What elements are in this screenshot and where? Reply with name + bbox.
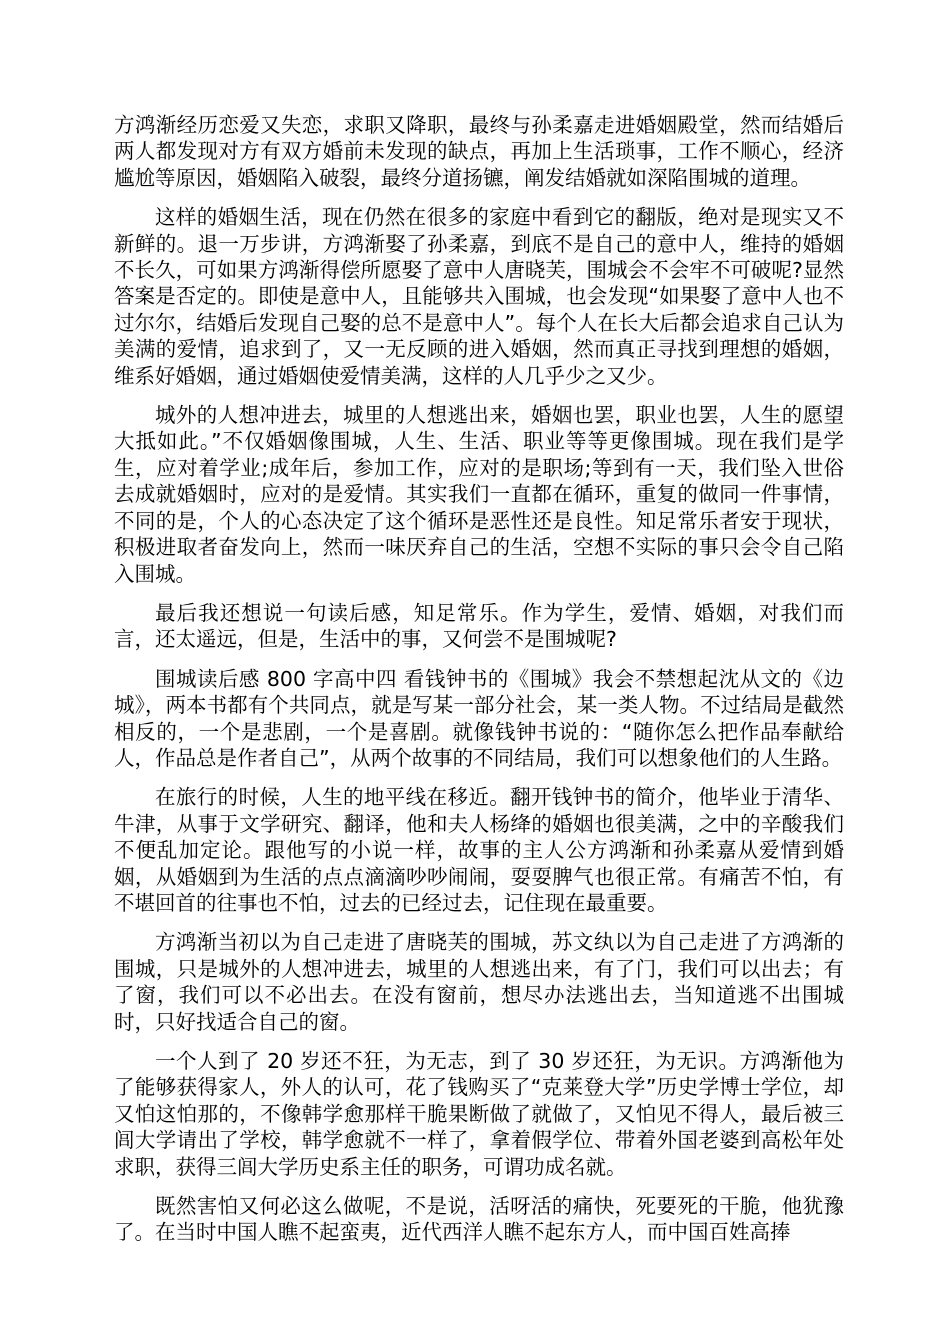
document-page xyxy=(114,112,844,1259)
paragraph-6: 在旅行的时候，人生的地平线在移近。翻开钱钟书的简介，他毕业于清华、牛津，从事于文学研究、翻译，他和夫人杨绛的婚姻也很美满，之中的辛酸我们不便乱加定论。跟他写的小说一样，故事的主人公方鸿渐和孙柔嘉从爱情到婚姻，从婚姻到为生活的点点滴滴吵吵闹闹，耍耍脾气也很正常。有痛苦不怕，有不堪回首的往事也不怕，过去的已经过去，记住现在最重要。 xyxy=(114,785,844,915)
paragraph-3: 城外的人想冲进去，城里的人想逃出来，婚姻也罢，职业也罢，人生的愿望大抵如此。”不仅婚姻像围城，人生、生活、职业等等更像围城。现在我们是学生，应对着学业;成年后，参加工作，应对的是职场;等到有一天，我们坠入世俗去成就婚姻时，应对的是爱情。其实我们一直都在循环，重复的做同一件事情，不同的是，个人的心态决定了这个循环是恶性还是良性。知足常乐者安于现状，积极进取者奋发向上，然而一味厌弃自己的生活，空想不实际的事只会令自己陷入围城。 xyxy=(114,403,844,586)
paragraph-4: 最后我还想说一句读后感，知足常乐。作为学生，爱情、婚姻，对我们而言，还太遥远，但是，生活中的事，又何尝不是围城呢? xyxy=(114,600,844,652)
paragraph-5: 围城读后感 800 字高中四 看钱钟书的《围城》我会不禁想起沈从文的《边城》，两本书都有个共同点，就是写某一部分社会，某一类人物。不过结局是截然相反的，一个是悲剧，一个是喜剧。就像钱钟书说的：“随你怎么把作品奉献给人，作品总是作者自己”，从两个故事的不同结局，我们可以想象他们的人生路。 xyxy=(114,666,844,770)
paragraph-9: 既然害怕又何必这么做呢，不是说，活呀活的痛快，死要死的干脆，他犹豫了。在当时中国人瞧不起蛮夷，近代西洋人瞧不起东方人，而中国百姓高捧 xyxy=(114,1194,844,1245)
paragraph-8: 一个人到了 20 岁还不狂，为无志，到了 30 岁还狂，为无识。方鸿渐他为了能够获得家人，外人的认可，花了钱购买了“克莱登大学”历史学博士学位，却又怕这怕那的，不像韩学愈那样干脆果断做了就做了，又怕见不得人，最后被三闾大学请出了学校，韩学愈就不一样了，拿着假学位、带着外国老婆到高松年处求职，获得三闾大学历史系主任的职务，可谓功成名就。 xyxy=(114,1049,844,1179)
paragraph-2: 这样的婚姻生活，现在仍然在很多的家庭中看到它的翻版，绝对是现实又不新鲜的。退一万步讲，方鸿渐娶了孙柔嘉，到底不是自己的意中人，维持的婚姻不长久，可如果方鸿渐得偿所愿娶了意中人唐晓芙，围城会不会牢不可破呢?显然答案是否定的。即使是意中人，且能够共入围城，也会发现“如果娶了意中人也不过尔尔，结婚后发现自己娶的总不是意中人”。每个人在长大后都会追求自己认为美满的爱情，追求到了，又一无反顾的进入婚姻，然而真正寻找到理想的婚姻，维系好婚姻，通过婚姻使爱情美满，这样的人几乎少之又少。 xyxy=(114,205,844,388)
paragraph-7: 方鸿渐当初以为自己走进了唐晓芙的围城，苏文纨以为自己走进了方鸿渐的围城，只是城外的人想冲进去，城里的人想逃出来，有了门，我们可以出去；有了窗，我们可以不必出去。在没有窗前，想尽办法逃出去，当知道逃不出围城时，只好找适合自己的窗。 xyxy=(114,930,844,1034)
paragraph-1: 方鸿渐经历恋爱又失恋，求职又降职，最终与孙柔嘉走进婚姻殿堂，然而结婚后两人都发现对方有双方婚前未发现的缺点，再加上生活琐事，工作不顺心，经济尴尬等原因，婚姻陷入破裂，最终分道扬镳，阐发结婚就如深陷围城的道理。 xyxy=(114,113,844,190)
